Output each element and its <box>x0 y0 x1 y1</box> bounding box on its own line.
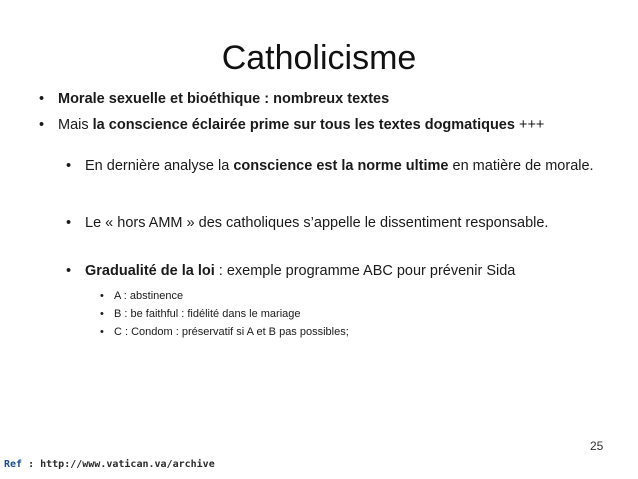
subbullet-text: A : abstinence <box>114 290 184 302</box>
bullet-text-bold: Morale sexuelle et bioéthique : nombreux textes <box>58 91 390 107</box>
bullet-text: En dernière analyse la <box>85 158 234 174</box>
bullet-dot-icon: • <box>39 117 45 133</box>
bullet-dot-icon: • <box>66 158 72 174</box>
bullet-gradualite <box>66 262 615 281</box>
subbullet-text: C : Condom : préservatif si A et B pas possibles; <box>114 326 349 338</box>
bullet-norme-ultime <box>66 157 615 176</box>
slide-title: Catholicisme <box>221 39 417 77</box>
bullet-text: : exemple programme ABC pour prévenir Sida <box>214 263 516 279</box>
bullet-text-bold: conscience est la norme ultime <box>233 158 449 174</box>
ref-label: Ref <box>4 459 23 470</box>
bullet-text: en matière de morale. <box>448 158 594 174</box>
bullet-text: Le « hors AMM » des catholiques s’appelle le dissentiment responsable. <box>85 215 549 231</box>
bullet-dot-icon: • <box>39 91 45 107</box>
bullet-dot-icon: • <box>66 263 72 279</box>
bullet-text: +++ <box>514 117 545 133</box>
bullet-dot-icon: • <box>100 326 104 338</box>
bullet-hors-amm <box>66 214 615 233</box>
subbullet-text: B : be faithful : fidélité dans le mariage <box>114 308 301 320</box>
bullet-text: Mais <box>58 117 93 133</box>
bullet-morale-sexuelle <box>39 90 618 109</box>
bullet-conscience-eclairee <box>39 116 618 135</box>
subbullet-condom <box>100 325 349 339</box>
subbullet-be-faithful <box>100 307 301 321</box>
bullet-text-bold: Gradualité de la loi <box>85 263 215 279</box>
bullet-dot-icon: • <box>66 215 72 231</box>
bullet-dot-icon: • <box>100 308 104 320</box>
bullet-text-bold: la conscience éclairée prime sur tous les textes dogmatiques <box>92 117 515 133</box>
footer-reference <box>4 458 215 471</box>
ref-url: : http://www.vatican.va/archive <box>22 459 215 470</box>
page-number: 25 <box>590 439 604 453</box>
subbullet-abstinence <box>100 289 184 303</box>
bullet-dot-icon: • <box>100 290 104 302</box>
